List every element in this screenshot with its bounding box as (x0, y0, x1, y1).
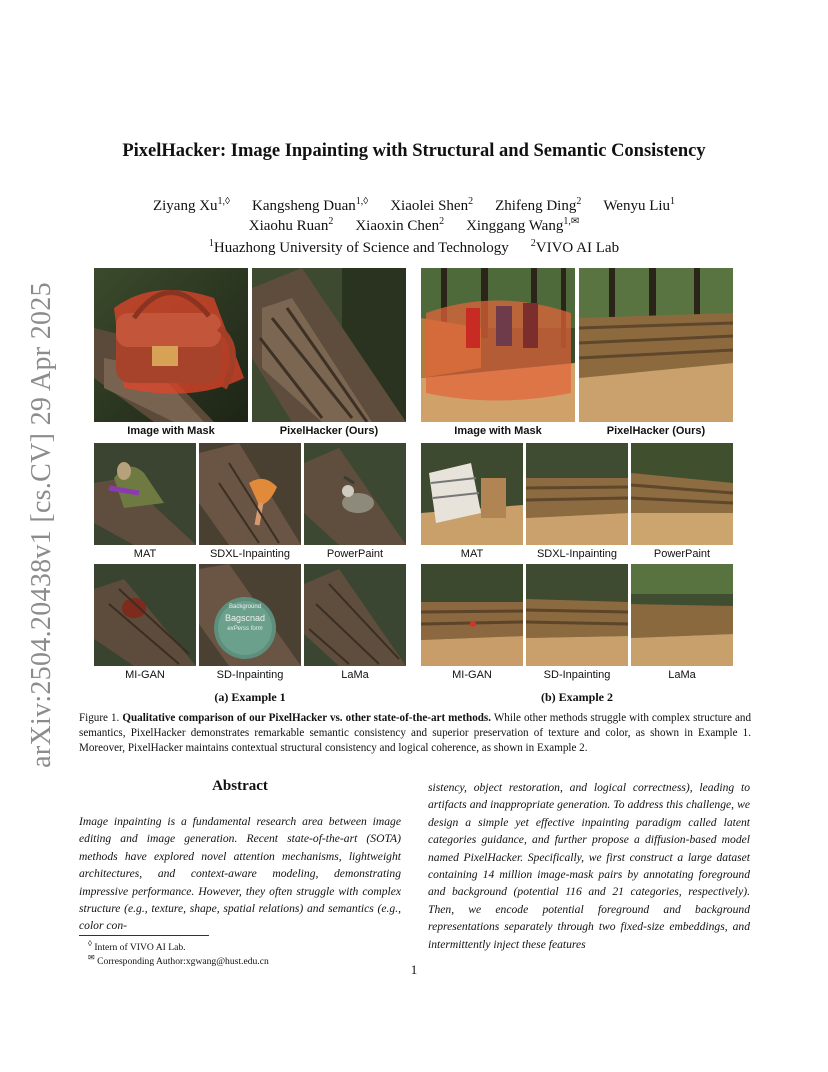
affiliation-mark: 2 (530, 238, 536, 249)
authors-line-1 (60, 196, 768, 215)
author-name: Xiaohu Ruan (248, 218, 329, 234)
ex2-label-mat: MAT (460, 548, 484, 560)
caption-bold: Qualitative comparison of our PixelHacker vs. other state-of-the-art methods. (122, 712, 492, 724)
caption-rest: While other methods struggle with complex structure and semantics, PixelHacker demonstrates remarkable semantic consistency and superior preservation of texture and color, as shown in Example 1. Moreover, PixelHacker maintains contextual structural consistency and logical coherence, as shown in Example 2. (79, 712, 751, 754)
ex1-label-sdxl: SDXL-Inpainting (209, 548, 291, 560)
ex1-mat-result (94, 443, 196, 545)
ex2-label-sd-inpainting: SD-Inpainting (543, 669, 611, 681)
ex1-label-image-with-mask: Image with Mask (127, 425, 215, 437)
author-name: Kangsheng Duan (252, 198, 356, 214)
ex2-label-lama: LaMa (668, 669, 696, 681)
footnote-1 (88, 939, 186, 953)
ex2-label-image-with-mask: Image with Mask (454, 425, 542, 437)
arxiv-id: arXiv:2504.20438v1 [cs.CV] 29 Apr 2025 (26, 282, 57, 768)
author-name: Xinggang Wang (466, 218, 564, 234)
abstract-right-column: sistency, object restoration, and logical correctness), leading to artifacts and inappropriate generation. To address this challenge, we design a simple yet effective inpainting paradigm called latent categories guidance, and further propose a diffusion-based model named PixelHacker. Specifically, we first construct a large dataset containing 14 million image-mask pairs by annotating foreground and background (potential 116 and 21 categories, respectively). Then, we encode potential foreground and background representations separately through two fixed-size embeddings, and intermittently inject these features (428, 781, 750, 951)
affiliation-mark: 1 (208, 238, 214, 249)
ex1-pixelhacker-result (252, 268, 406, 422)
affiliation-2 (531, 240, 619, 256)
paper-title: PixelHacker: Image Inpainting with Structural and Semantic Consistency (122, 141, 706, 161)
line2-author (355, 218, 444, 234)
ex2-mat-result (421, 443, 523, 545)
author-affiliation-mark: 2 (468, 196, 474, 207)
footnote-1-text: Intern of VIVO AI Lab. (94, 942, 186, 954)
ex2-sdxl-result (526, 443, 628, 545)
footnote-rule (79, 935, 209, 936)
ex2-image-with-mask (421, 268, 575, 422)
line1-author (252, 198, 368, 214)
ex2-label-sdxl: SDXL-Inpainting (536, 548, 618, 560)
ex2-sd-inpainting-result (526, 564, 628, 666)
affiliation-name: Huazhong University of Science and Technology (213, 240, 509, 256)
line2-author (249, 218, 334, 234)
ex2-powerpaint-result (631, 443, 733, 545)
author-affiliation-mark: 1 (670, 196, 676, 207)
ex2-lama-result (631, 564, 733, 666)
ex1-lama-result (304, 564, 406, 666)
author-name: Xiaoxin Chen (355, 218, 440, 234)
footnote-2-mark: ✉ (88, 953, 95, 962)
author-name: Zhifeng Ding (495, 198, 577, 214)
affiliations (60, 238, 768, 257)
ex1-sd-text-2: Bagscnad (224, 613, 266, 623)
author-affiliation-mark: 1,✉ (563, 216, 580, 227)
ex1-sd-inpainting-result (199, 564, 301, 666)
ex1-sd-text-3: exPerss form (227, 626, 263, 632)
ex1-label-pixelhacker: PixelHacker (Ours) (279, 425, 379, 437)
ex1-subcaption: (a) Example 1 (214, 690, 286, 704)
ex2-label-powerpaint: PowerPaint (653, 548, 711, 560)
ex1-sd-text-1: Background (228, 604, 262, 610)
line1-author (603, 198, 675, 214)
ex1-label-mat: MAT (133, 548, 157, 560)
ex1-label-migan: MI-GAN (125, 669, 165, 681)
ex1-label-sd-inpainting: SD-Inpainting (216, 669, 284, 681)
author-affiliation-mark: 1,◊ (355, 196, 369, 207)
ex1-migan-result (94, 564, 196, 666)
ex2-subcaption: (b) Example 2 (541, 690, 613, 704)
ex2-label-migan: MI-GAN (452, 669, 492, 681)
abstract-left-column: Image inpainting is a fundamental research area between image editing and image generation. Recent state-of-the-art (SOTA) methods have explored novel attention mechanisms, lightweight architectures, and context-aware modeling, demonstrating impressive performance. However, they often struggle with complex structure (e.g., texture, shape, spatial relations) and semantics (e.g., color con- (79, 815, 401, 933)
line1-author (153, 198, 230, 214)
author-name: Wenyu Liu (603, 198, 671, 214)
ex1-powerpaint-result (304, 443, 406, 545)
caption-prefix: Figure 1. (79, 712, 123, 724)
author-name: Ziyang Xu (152, 198, 218, 214)
author-affiliation-mark: 1,◊ (217, 196, 230, 207)
ex1-label-powerpaint: PowerPaint (326, 548, 384, 560)
abstract-heading: Abstract (212, 778, 268, 794)
authors-line-2 (60, 216, 768, 235)
footnote-2-text: Corresponding Author:xgwang@hust.edu.cn (97, 956, 269, 968)
arxiv-stamp (22, 282, 62, 768)
affiliation-name: VIVO AI Lab (535, 240, 620, 256)
author-affiliation-mark: 2 (576, 196, 582, 207)
figure-caption (79, 711, 751, 756)
ex2-pixelhacker-result (579, 268, 733, 422)
author-affiliation-mark: 2 (328, 216, 334, 227)
ex2-label-pixelhacker: PixelHacker (Ours) (606, 425, 706, 437)
author-name: Xiaolei Shen (390, 198, 469, 214)
ex2-migan-result (421, 564, 523, 666)
affiliation-1 (209, 240, 509, 256)
footnote-1-mark: ◊ (88, 939, 92, 948)
line2-author (466, 218, 579, 234)
line1-author (495, 198, 581, 214)
line1-author (390, 198, 473, 214)
ex1-sdxl-result (199, 443, 301, 545)
page-number: 1 (410, 962, 418, 977)
ex1-label-lama: LaMa (341, 669, 369, 681)
author-affiliation-mark: 2 (439, 216, 445, 227)
ex1-image-with-mask (94, 268, 248, 422)
